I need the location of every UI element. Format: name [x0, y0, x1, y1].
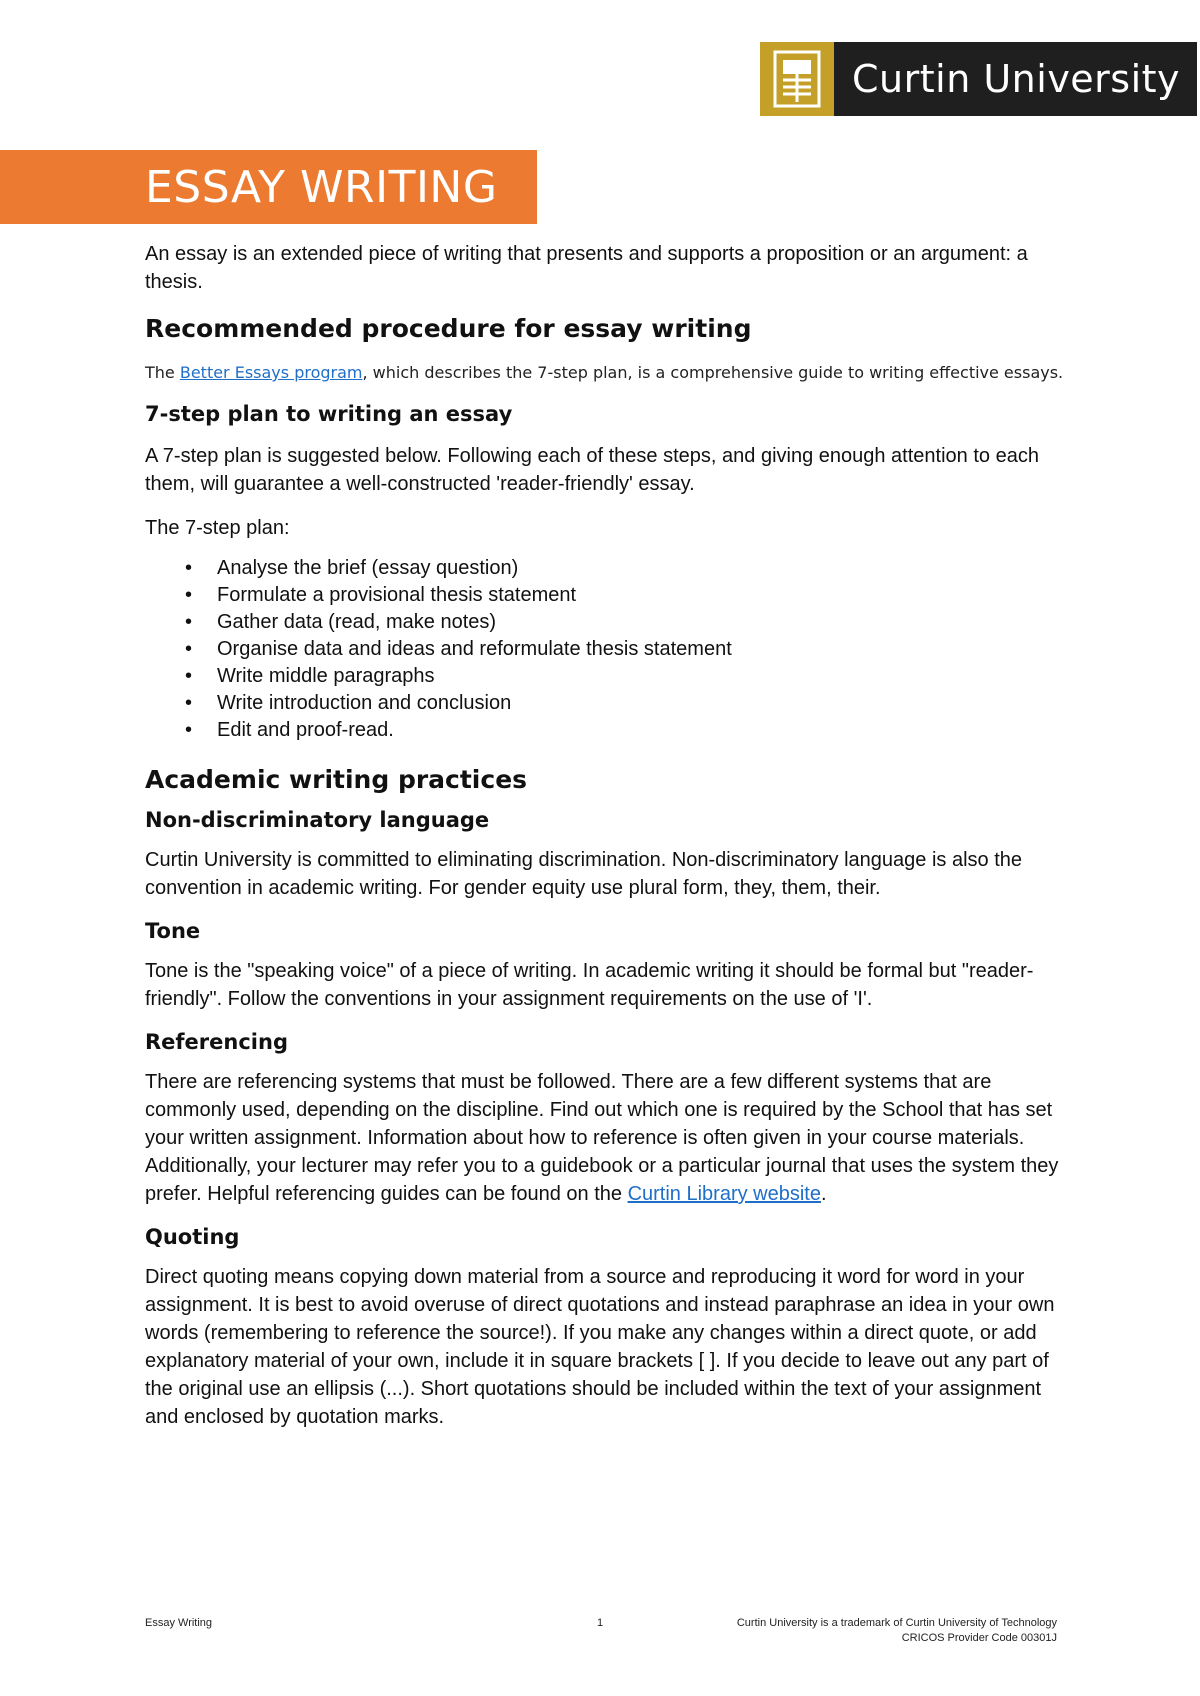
list-item: • Gather data (read, make notes) — [145, 609, 1065, 636]
logo-text: Curtin University — [852, 57, 1181, 101]
list-item: • Write middle paragraphs — [145, 663, 1065, 690]
text-fragment: . — [820, 1183, 827, 1205]
heading-non-discriminatory-language: Non-discriminatory language — [145, 808, 490, 832]
heading-quoting: Quoting — [145, 1225, 240, 1249]
steps-list — [145, 555, 1065, 744]
plan-label: The 7-step plan: — [145, 517, 290, 539]
heading-recommended-procedure: Recommended procedure for essay writing — [145, 314, 752, 343]
curtin-library-link[interactable]: Curtin Library website — [627, 1183, 821, 1205]
tone-paragraph: Tone is the "speaking voice" of a piece of writing. In academic writing it should be formal but "reader-friendly". Follow the conventions in your assignment requirements on the use of 'I'. — [145, 960, 1034, 1010]
page-number: 1 — [597, 1617, 604, 1629]
heading-7-step-plan: 7-step plan to writing an essay — [145, 402, 513, 426]
footer-legal — [737, 1616, 1057, 1646]
list-item: • Edit and proof-read. — [145, 717, 1065, 744]
intro-paragraph: An essay is an extended piece of writing that presents and supports a proposition or an argument: a thesis. — [145, 243, 1028, 293]
trademark-notice: Curtin University is a trademark of Curtin University of Technology — [736, 1617, 1057, 1629]
page-title: ESSAY WRITING — [145, 162, 498, 213]
text-fragment: There are referencing systems that must be followed. There are a few different systems that are commonly used, depending on the discipline. Find out which one is required by the School that has set your written assignment. Information about how to reference is often given in your course materials. Additionally, your lecturer may refer you to a guidebook or a particular journal that uses the system they prefer. Helpful referencing guides can be found on the — [145, 1071, 1059, 1205]
text-fragment: The — [145, 363, 180, 382]
heading-referencing: Referencing — [145, 1030, 288, 1054]
plan-paragraph: A 7-step plan is suggested below. Following each of these steps, and giving enough attention to each them, will guarantee a well-constructed 'reader-friendly' essay. — [145, 445, 1039, 495]
shield-icon — [760, 42, 834, 116]
heading-tone: Tone — [145, 919, 201, 943]
quoting-paragraph: Direct quoting means copying down material from a source and reproducing it word for word in your assignment. It is best to avoid overuse of direct quotations and instead paraphrase an idea in your own words (remembering to reference the source!). If you make any changes within a direct quote, or add explanatory material of your own, include it in square brackets [ ]. If you decide to leave out any part of the original use an ellipsis (...). Short quotations should be included within the text of your assignment and enclosed by quotation marks. — [145, 1266, 1055, 1428]
text-fragment: , which describes the 7-step plan, is a comprehensive guide to writing effective essays. — [362, 363, 1064, 382]
better-essays-paragraph — [145, 358, 1065, 387]
curtin-logo — [760, 42, 1197, 116]
cricos-code: CRICOS Provider Code 00301J — [901, 1632, 1057, 1644]
non-discriminatory-paragraph: Curtin University is committed to eliminating discrimination. Non-discriminatory language is also the convention in academic writing. For gender equity use plural form, they, them, their. — [145, 849, 1023, 899]
list-item: • Organise data and ideas and reformulate thesis statement — [145, 636, 1065, 663]
list-item: • Write introduction and conclusion — [145, 690, 1065, 717]
list-item: • Analyse the brief (essay question) — [145, 555, 1065, 582]
better-essays-link[interactable]: Better Essays program — [179, 363, 363, 382]
footer-title: Essay Writing — [145, 1617, 213, 1629]
referencing-paragraph — [145, 1068, 1065, 1208]
list-item: • Formulate a provisional thesis statement — [145, 582, 1065, 609]
title-banner — [0, 150, 537, 224]
document-body — [145, 240, 1065, 1431]
heading-academic-writing-practices: Academic writing practices — [145, 765, 528, 794]
